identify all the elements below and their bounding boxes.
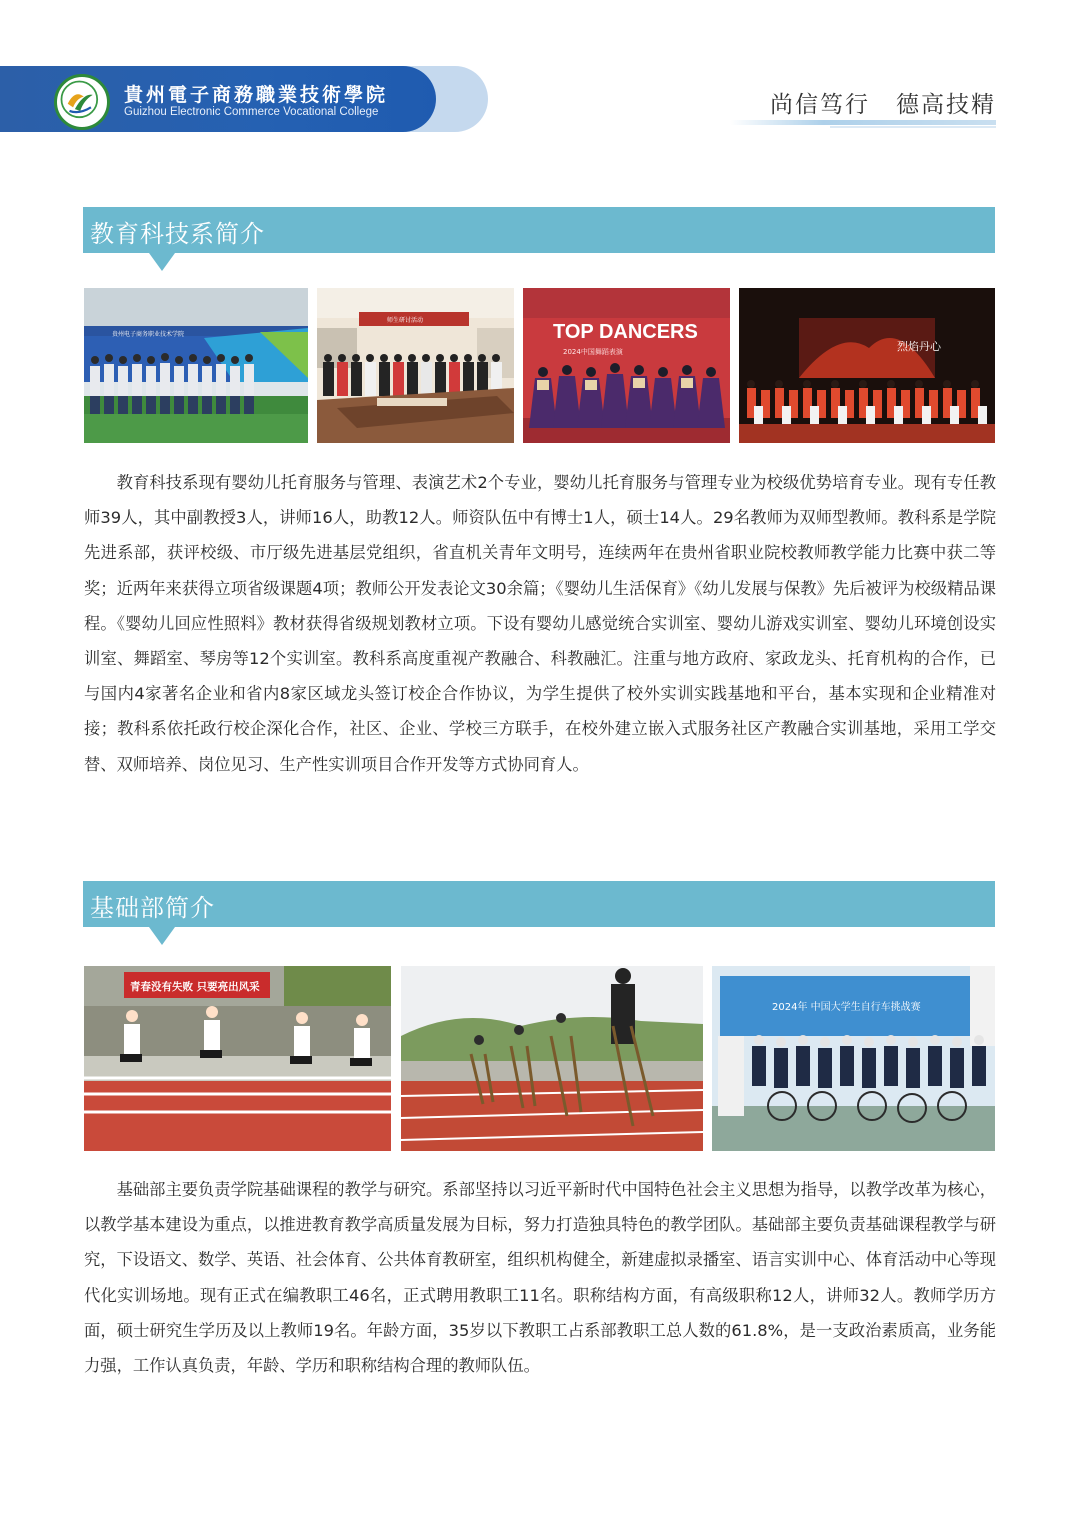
motto-underline-thin — [830, 126, 996, 128]
motto-part-1: 尚信笃行 — [770, 92, 870, 118]
photo7-banner-text: 2024年 中国大学生自行车挑战赛 — [772, 1002, 921, 1013]
photo-sports-group — [84, 288, 308, 443]
motto-underline — [730, 120, 996, 125]
section-banner-foundation-dept — [83, 881, 995, 927]
photo-stilts-race — [401, 966, 703, 1151]
photo4-banner-text: 烈焰丹心 — [897, 340, 941, 353]
college-name-cn: 貴州電子商務職業技術學院 — [124, 84, 389, 106]
photo-meeting-room — [317, 288, 514, 443]
banner-pointer — [149, 253, 175, 271]
section2-paragraph: 基础部主要负责学院基础课程的教学与研究。系部坚持以习近平新时代中国特色社会主义思想为指导，以教学改革为核心，以教学基本建设为重点，以推进教育教学高质量发展为目标，努力打造独具特色的教学团队。基础部主要负责基础课程教学与研究，下设语文、数学、英语、社会体育、公共体育教研室，组织机构健全，新建虚拟录播室、语言实训中心、体育活动中心等现代化实训场地。现有正式在编教职工46名，正式聘用教职工11名。职称结构方面，有高级职称12人，讲师32人。教师学历方面，硕士研究生学历及以上教师19名。年龄方面，35岁以下教职工占系部教职工总人数的61.8%，是一支政治素质高，业务能力强，工作认真负责，年龄、学历和职称结构合理的教师队伍。 — [84, 1180, 996, 1376]
motto — [770, 86, 996, 119]
section1-paragraph: 教育科技系现有婴幼儿托育服务与管理、表演艺术2个专业，婴幼儿托育服务与管理专业为校级优势培育专业。现有专任教师39人，其中副教授3人，讲师16人，助教12人。师资队伍中有博士1人，硕士14人。29名教师为双师型教师。教科系是学院先进系部，获评校级、市厅级先进基层党组织，省直机关青年文明号，连续两年在贵州省职业院校教师教学能力比赛中获二等奖；近两年来获得立项省级课题4项；教师公开发表论文30余篇；《婴幼儿生活保育》《幼儿发展与保教》先后被评为校级精品课程。《婴幼儿回应性照料》教材获得省级规划教材立项。下设有婴幼儿感觉统合实训室、婴幼儿游戏实训室、婴幼儿环境创设实训室、舞蹈室、琴房等12个实训室。教科系高度重视产教融合、科教融汇。注重与地方政府、家政龙头、托育机构的合作，已与国内4家著名企业和省内8家区域龙头签订校企合作协议，为学生提供了校外实训实践基地和平台，基本实现和企业精准对接；教科系依托政行校企深化合作，社区、企业、学校三方联手，在校外建立嵌入式服务社区产教融合实训基地，采用工学交替、双师培养、岗位见习、生产性实训项目合作开发等方式协同育人。 — [84, 473, 996, 774]
college-logo-icon — [54, 74, 110, 130]
banner-pointer — [149, 927, 175, 945]
photo-hurdles-race — [84, 966, 391, 1151]
section-banner-education-tech — [83, 207, 995, 253]
photo1-banner-text: 贵州电子商务职业技术学院 — [112, 331, 185, 338]
photo-top-dancers — [523, 288, 730, 443]
photo-stage-performance — [739, 288, 995, 443]
photo3-headline: TOP DANCERS — [553, 321, 698, 343]
section-title: 教育科技系简介 — [90, 220, 265, 248]
photo-cycling-challenge — [712, 966, 995, 1151]
photo3-subline: 2024中国舞蹈表演 — [563, 348, 623, 356]
photo5-banner-text: 青春没有失败 只要亮出风采 — [130, 981, 260, 993]
photo2-banner-text: 师生研讨活动 — [387, 317, 424, 324]
motto-part-2: 德高技精 — [896, 92, 996, 118]
college-name-en: Guizhou Electronic Commerce Vocational College — [124, 106, 379, 118]
section-title: 基础部简介 — [90, 894, 215, 922]
